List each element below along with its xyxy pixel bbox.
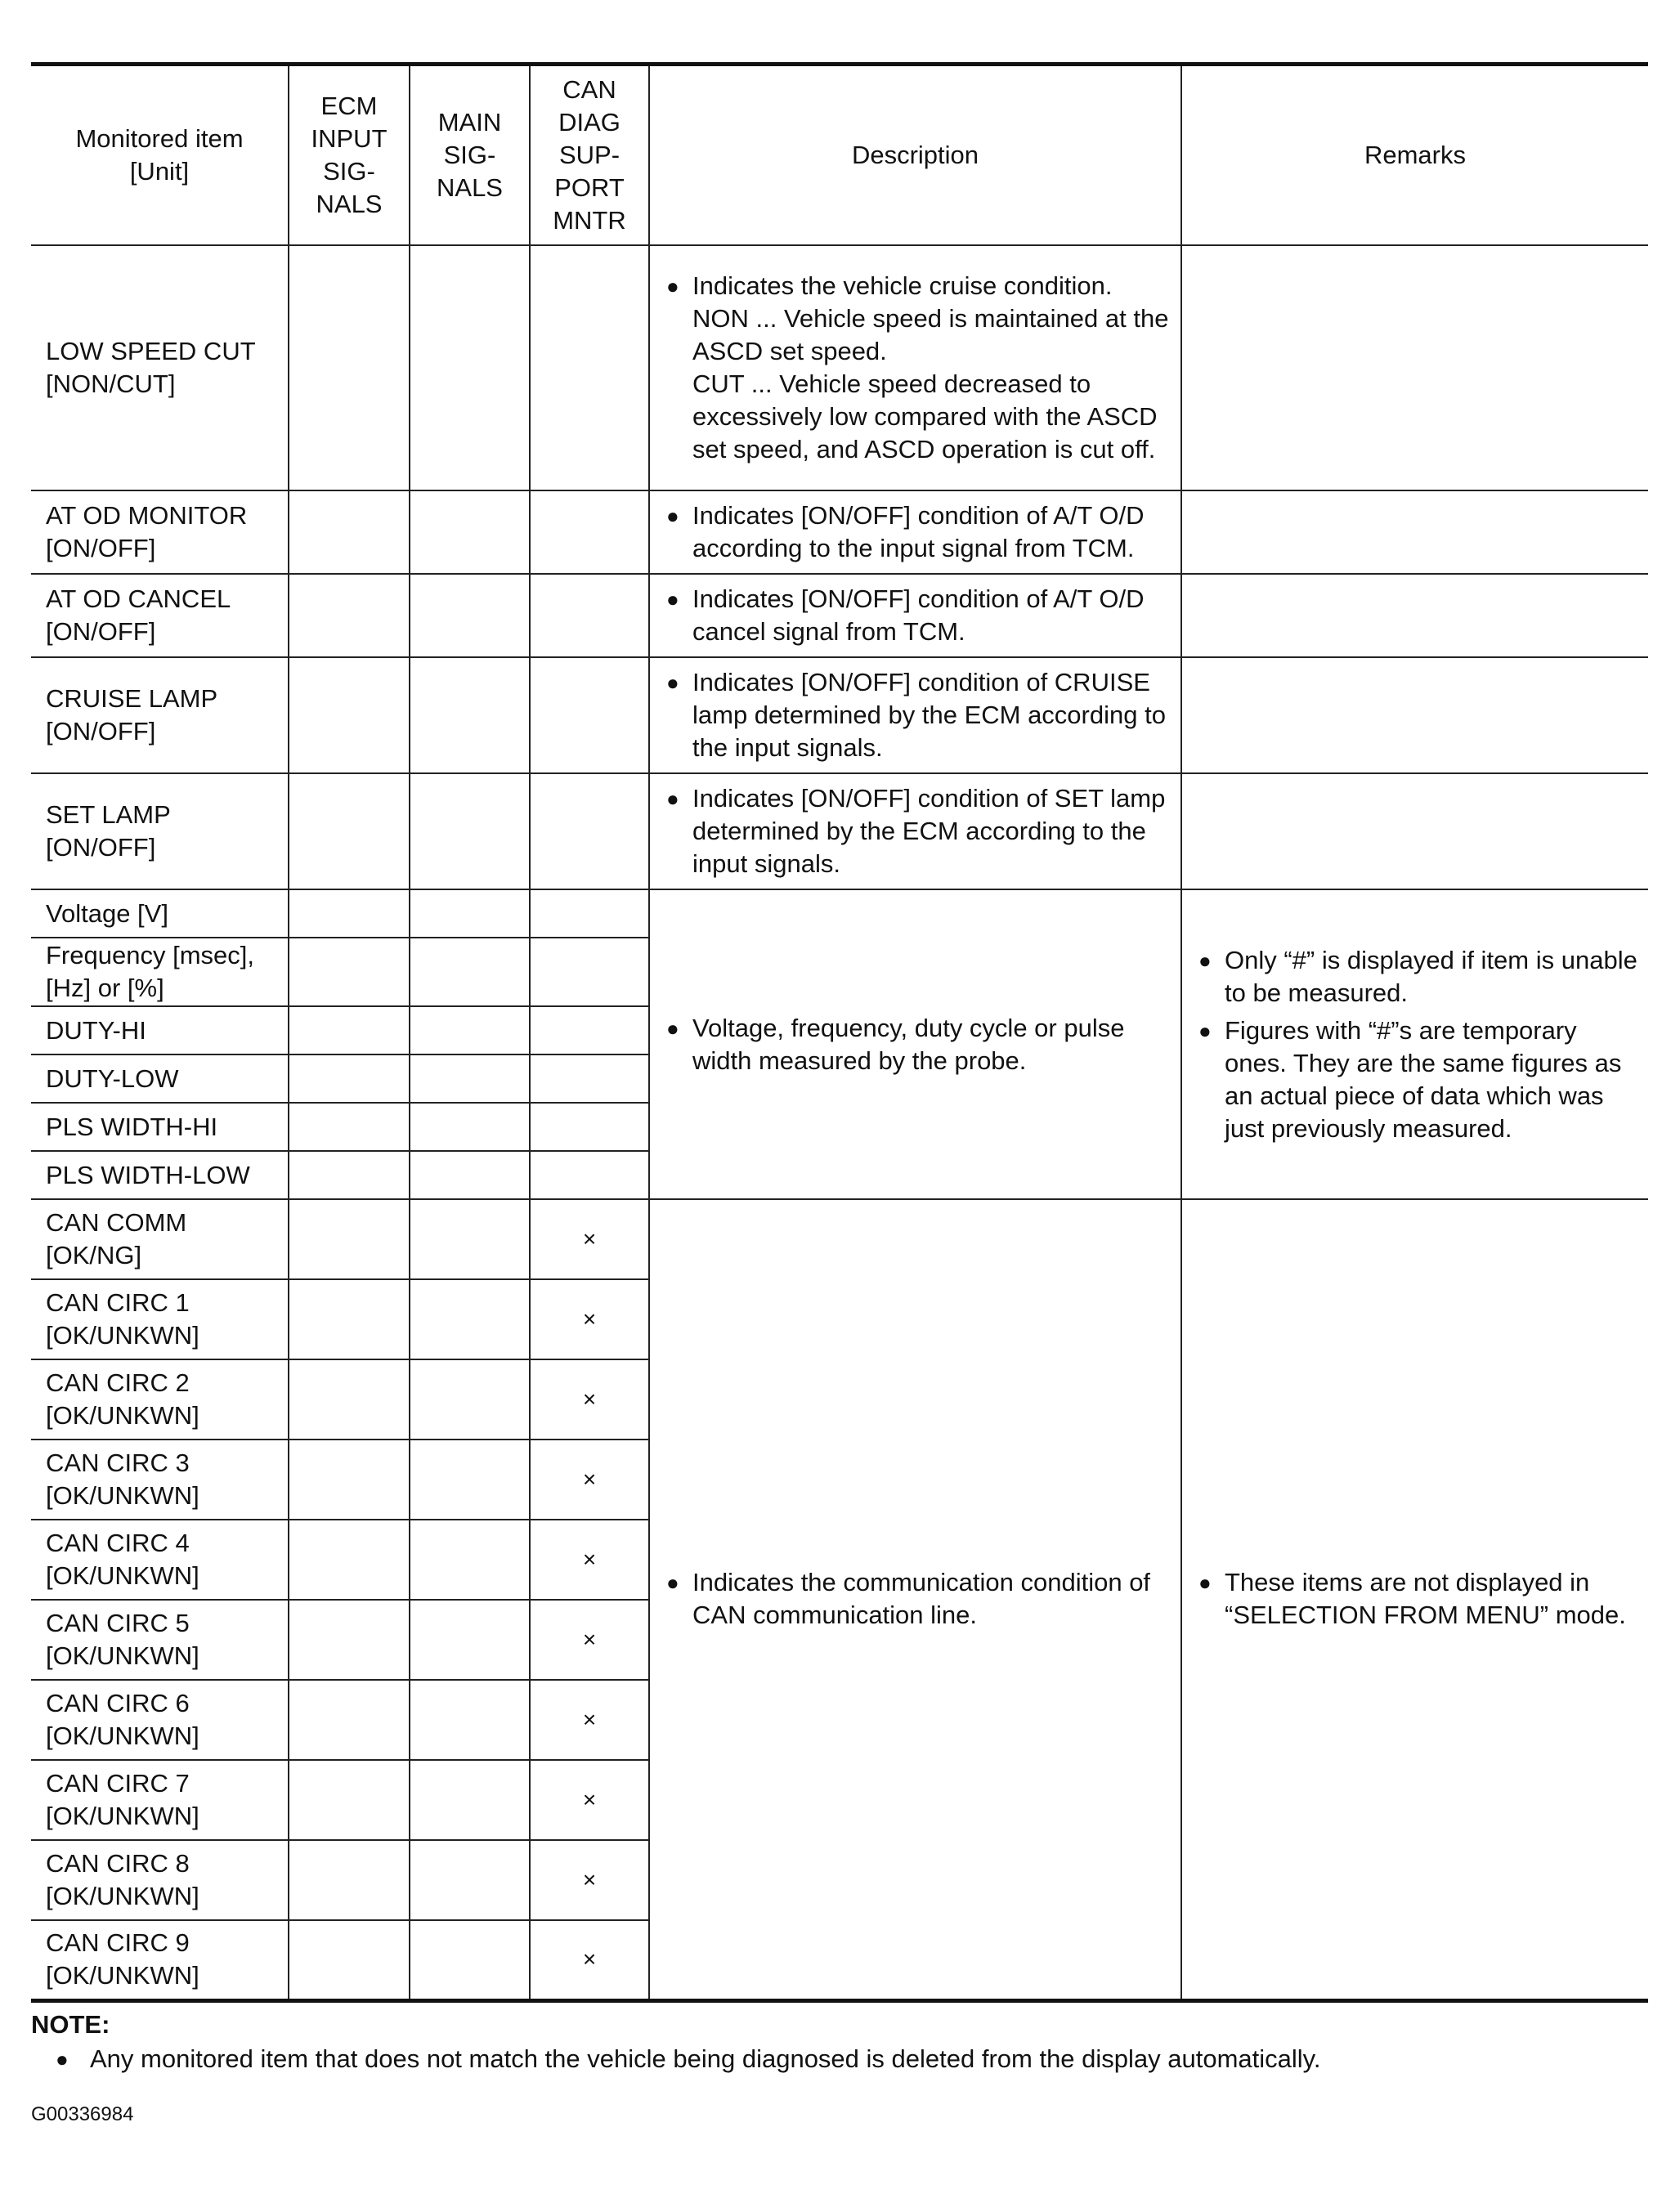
main-signals-cell [410,1600,530,1680]
description-cell [649,773,1181,889]
main-signals-cell [410,1359,530,1440]
ecm-input-cell [289,1440,410,1520]
main-signals-cell [410,1520,530,1600]
header-line: INPUT [311,124,388,153]
header-line: [Unit] [129,157,190,186]
item-name: Frequency [msec], [46,941,254,969]
description-item [666,270,1171,466]
ecm-input-cell [289,245,410,490]
monitored-item-cell [31,245,289,490]
can-diag-cell [530,657,649,773]
main-signals-cell [410,889,530,938]
ecm-input-cell [289,1680,410,1760]
description-list [666,782,1171,880]
header-line: SUP- [558,141,620,169]
main-signals-cell [410,1920,530,2000]
item-unit: [OK/UNKWN] [46,1481,199,1510]
item-name: PLS WIDTH-LOW [46,1160,250,1189]
item-unit: [Hz] or [%] [46,974,164,1002]
header-description: Description [649,65,1181,246]
monitored-item-cell [31,1440,289,1520]
ecm-input-cell [289,1920,410,2000]
ecm-input-cell [289,773,410,889]
remarks-item: ● Only “#” is displayed if item is unable to be measured. [1198,944,1638,1010]
can-diag-mark: × [530,1279,649,1359]
ecm-input-cell [289,1199,410,1279]
monitored-item-cell [31,889,289,938]
table-row [31,773,1648,889]
ecm-input-cell [289,1760,410,1840]
item-unit: [OK/UNKWN] [46,1561,199,1590]
description-line: NON ... Vehicle speed is maintained at the ASCD set speed. [692,304,1169,365]
can-diag-cell [530,938,649,1006]
main-signals-cell [410,1006,530,1054]
monitored-item-cell [31,1840,289,1920]
item-unit: [NON/CUT] [46,369,176,398]
table-row [31,574,1648,657]
description-list [666,1566,1171,1632]
table-row [31,657,1648,773]
table-row [31,889,1648,938]
main-signals-cell [410,1440,530,1520]
main-signals-cell [410,657,530,773]
ecm-input-cell [289,1359,410,1440]
monitored-item-cell [31,490,289,574]
monitored-item-cell [31,657,289,773]
description-cell [649,574,1181,657]
monitored-item-cell [31,574,289,657]
can-diag-mark: × [530,1920,649,2000]
monitored-item-cell [31,1151,289,1199]
can-diag-cell [530,773,649,889]
item-name: DUTY-LOW [46,1063,179,1093]
description-list [666,499,1171,565]
item-name: PLS WIDTH-HI [46,1112,218,1141]
header-line: Monitored item [75,124,244,153]
monitored-item-cell [31,1279,289,1359]
item-name: CAN COMM [46,1208,187,1237]
document [31,62,1648,2132]
can-diag-cell [530,1006,649,1054]
can-diag-mark: × [530,1840,649,1920]
ecm-input-cell [289,938,410,1006]
monitored-item-cell [31,1103,289,1151]
item-unit: [ON/OFF] [46,534,156,562]
can-diag-cell [530,490,649,574]
main-signals-cell [410,773,530,889]
description-line: Indicates the vehicle cruise condition. [692,271,1113,300]
monitored-item-cell [31,1359,289,1440]
can-diag-cell [530,1054,649,1103]
description-list [666,270,1171,466]
header-monitored-item [31,65,289,246]
main-signals-cell [410,1760,530,1840]
monitored-item-cell [31,1199,289,1279]
main-signals-cell [410,1680,530,1760]
monitor-table [31,62,1648,2003]
item-name: CAN CIRC 8 [46,1849,190,1878]
remarks-cell [1181,657,1648,773]
item-unit: [OK/UNKWN] [46,1401,199,1430]
description-item: ● Indicates the communication condition of CAN communication line. [666,1566,1171,1632]
main-signals-cell [410,574,530,657]
remarks-item: ● Figures with “#”s are temporary ones. They are the same figures as an actual piece of data which was just previously measured. [1198,1014,1638,1145]
item-name: SET LAMP [46,800,171,829]
ecm-input-cell [289,889,410,938]
ecm-input-cell [289,1006,410,1054]
description-item: ● Indicates [ON/OFF] condition of CRUISE lamp determined by the ECM according to the input signals. [666,666,1171,764]
ecm-input-cell [289,1103,410,1151]
item-name: CRUISE LAMP [46,684,218,713]
header-row [31,65,1648,246]
remarks-cell [1181,773,1648,889]
item-unit: [OK/UNKWN] [46,1641,199,1670]
probe-remarks-cell [1181,889,1648,1199]
ecm-input-cell [289,657,410,773]
ecm-input-cell [289,1840,410,1920]
header-line: NALS [316,190,383,218]
header-line: SIG- [323,157,375,186]
main-signals-cell [410,1840,530,1920]
note-item: ● Any monitored item that does not match the vehicle being diagnosed is deleted from the display automatically. [31,2042,1648,2076]
header-line: DIAG [558,108,620,137]
description-line: CUT ... Vehicle speed decreased to excessively low compared with the ASCD set speed, and ASCD operation is cut off. [692,369,1158,463]
header-line: NALS [437,173,503,202]
item-unit: [OK/UNKWN] [46,1882,199,1910]
header-line: PORT [554,173,625,202]
can-diag-cell [530,245,649,490]
remarks-list [1198,944,1638,1145]
table-row [31,1199,1648,1279]
description-cell [649,245,1181,490]
table-row [31,245,1648,490]
can-diag-mark: × [530,1440,649,1520]
monitored-item-cell [31,1600,289,1680]
item-name: AT OD MONITOR [46,501,248,530]
monitored-item-cell [31,1920,289,2000]
item-name: CAN CIRC 9 [46,1928,190,1958]
ecm-input-cell [289,574,410,657]
item-name: CAN CIRC 1 [46,1288,190,1317]
probe-description-cell [649,889,1181,1199]
main-signals-cell [410,938,530,1006]
can-diag-mark: × [530,1520,649,1600]
monitored-item-cell [31,938,289,1006]
description-item: ● Indicates [ON/OFF] condition of SET lamp determined by the ECM according to the input signals. [666,782,1171,880]
note-heading: NOTE: [31,2009,110,2039]
remarks-cell [1181,574,1648,657]
description-item: ● Voltage, frequency, duty cycle or pulse width measured by the probe. [666,1012,1171,1077]
main-signals-cell [410,1279,530,1359]
main-signals-cell [410,1199,530,1279]
description-list [666,583,1171,648]
can-diag-mark: × [530,1760,649,1840]
ecm-input-cell [289,1151,410,1199]
description-list [666,1012,1171,1077]
remarks-cell [1181,490,1648,574]
item-name: CAN CIRC 4 [46,1529,190,1557]
main-signals-cell [410,1151,530,1199]
item-unit: [ON/OFF] [46,833,156,862]
can-diag-cell [530,574,649,657]
description-cell [649,657,1181,773]
ecm-input-cell [289,1520,410,1600]
item-unit: [OK/UNKWN] [46,1321,199,1350]
item-name: LOW SPEED CUT [46,337,256,365]
can-diag-mark: × [530,1359,649,1440]
can-diag-cell [530,1151,649,1199]
note-section [31,2008,1648,2132]
header-line: ECM [320,92,378,120]
main-signals-cell [410,245,530,490]
description-item: ● Indicates [ON/OFF] condition of A/T O/D according to the input signal from TCM. [666,499,1171,565]
item-unit: [OK/UNKWN] [46,1722,199,1750]
item-name: CAN CIRC 3 [46,1449,190,1477]
item-unit: [OK/UNKWN] [46,1961,199,1990]
ecm-input-cell [289,490,410,574]
header-line: MAIN [437,108,502,137]
monitored-item-cell [31,1006,289,1054]
ecm-input-cell [289,1600,410,1680]
description-item: ● Indicates [ON/OFF] condition of A/T O/D cancel signal from TCM. [666,583,1171,648]
item-name: CAN CIRC 7 [46,1769,190,1798]
item-name: AT OD CANCEL [46,584,231,613]
item-name: CAN CIRC 2 [46,1368,190,1397]
ecm-input-cell [289,1279,410,1359]
monitored-item-cell [31,1760,289,1840]
can-diag-mark: × [530,1600,649,1680]
item-unit: [ON/OFF] [46,717,156,746]
description-cell [649,490,1181,574]
remarks-list [1198,1566,1638,1632]
item-unit: [OK/UNKWN] [46,1802,199,1830]
monitored-item-cell [31,1054,289,1103]
main-signals-cell [410,1054,530,1103]
main-signals-cell [410,1103,530,1151]
header-line: SIG- [443,141,496,169]
header-remarks: Remarks [1181,65,1648,246]
monitored-item-cell [31,773,289,889]
header-line: CAN [562,75,616,104]
header-line: MNTR [553,206,626,235]
item-unit: [OK/NG] [46,1241,142,1269]
can-remarks-cell [1181,1199,1648,2000]
item-unit: [ON/OFF] [46,617,156,646]
can-diag-cell [530,1103,649,1151]
can-description-cell [649,1199,1181,2000]
table-row [31,490,1648,574]
ecm-input-cell [289,1054,410,1103]
item-name: Voltage [V] [46,898,168,928]
main-signals-cell [410,490,530,574]
header-ecm-input-signals [289,65,410,246]
note-list [31,2042,1648,2076]
monitored-item-cell [31,1520,289,1600]
remarks-item: ● These items are not displayed in “SELECTION FROM MENU” mode. [1198,1566,1638,1632]
can-diag-mark: × [530,1199,649,1279]
remarks-cell [1181,245,1648,490]
can-diag-cell [530,889,649,938]
header-main-signals [410,65,530,246]
description-list [666,666,1171,764]
monitored-item-cell [31,1680,289,1760]
item-name: DUTY-HI [46,1015,146,1045]
item-name: CAN CIRC 6 [46,1689,190,1717]
figure-code: G00336984 [31,2102,134,2125]
item-name: CAN CIRC 5 [46,1609,190,1637]
header-can-diag-support-mntr [530,65,649,246]
can-diag-mark: × [530,1680,649,1760]
